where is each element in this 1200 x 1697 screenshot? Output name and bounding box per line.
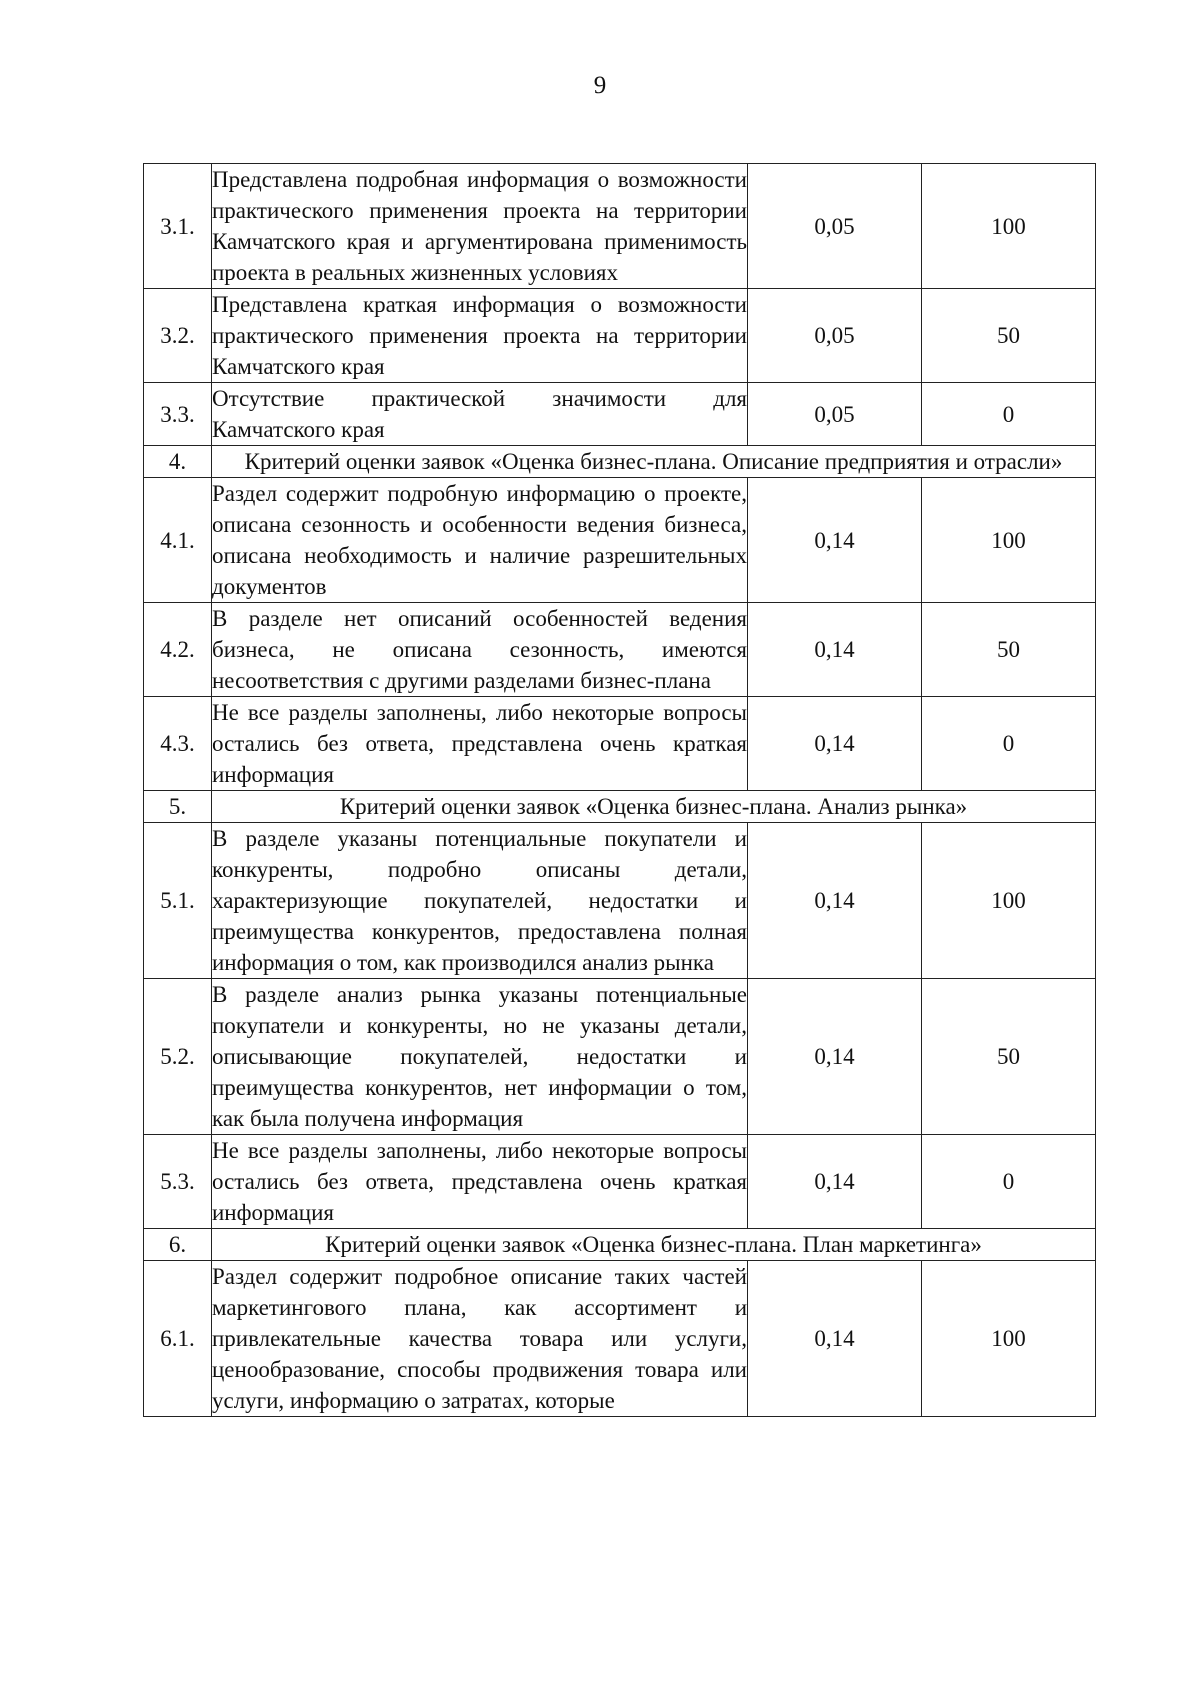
criterion-number: 3.2. [144, 289, 212, 383]
criterion-description: Представлена подробная информация о возможности практического применения проекта на территории Камчатского края и аргументирована применимость проекта в реальных жизненных условиях [212, 164, 748, 289]
criterion-weight: 0,14 [748, 1261, 922, 1417]
section-title: Критерий оценки заявок «Оценка бизнес-плана. Описание предприятия и отрасли» [212, 446, 1096, 478]
criterion-weight: 0,05 [748, 383, 922, 446]
section-number: 6. [144, 1229, 212, 1261]
criterion-weight: 0,05 [748, 164, 922, 289]
criterion-description: Не все разделы заполнены, либо некоторые вопросы остались без ответа, представлена очень краткая информация [212, 697, 748, 791]
criterion-number: 4.2. [144, 603, 212, 697]
criterion-description: Раздел содержит подробное описание таких частей маркетингового плана, как ассортимент и привлекательные качества товара или услуги, ценообразование, способы продвижения товара или услуги, информацию о затратах, которые [212, 1261, 748, 1417]
criterion-weight: 0,14 [748, 603, 922, 697]
section-number: 4. [144, 446, 212, 478]
criterion-description: В разделе нет описаний особенностей ведения бизнеса, не описана сезонность, имеются несоответствия с другими разделами бизнес-плана [212, 603, 748, 697]
criterion-description: В разделе указаны потенциальные покупатели и конкуренты, подробно описаны детали, характеризующие покупателей, недостатки и преимущества конкурентов, предоставлена полная информация о том, как производился анализ рынка [212, 823, 748, 979]
section-title: Критерий оценки заявок «Оценка бизнес-плана. Анализ рынка» [212, 791, 1096, 823]
criterion-weight: 0,14 [748, 478, 922, 603]
criterion-score: 50 [922, 979, 1096, 1135]
criterion-score: 50 [922, 603, 1096, 697]
criterion-number: 5.2. [144, 979, 212, 1135]
criteria-table-body [144, 164, 1096, 1417]
criterion-score: 100 [922, 1261, 1096, 1417]
criterion-score: 50 [922, 289, 1096, 383]
section-header-row [144, 1229, 1096, 1261]
criterion-row [144, 603, 1096, 697]
criterion-row [144, 1135, 1096, 1229]
criterion-weight: 0,14 [748, 697, 922, 791]
criterion-weight: 0,05 [748, 289, 922, 383]
criterion-row [144, 979, 1096, 1135]
criterion-score: 0 [922, 697, 1096, 791]
criterion-description: Представлена краткая информация о возможности практического применения проекта на территории Камчатского края [212, 289, 748, 383]
section-header-row [144, 791, 1096, 823]
criterion-number: 4.1. [144, 478, 212, 603]
criterion-row [144, 478, 1096, 603]
criterion-description: Не все разделы заполнены, либо некоторые вопросы остались без ответа, представлена очень краткая информация [212, 1135, 748, 1229]
criterion-number: 5.3. [144, 1135, 212, 1229]
criterion-description: Отсутствие практической значимости для Камчатского края [212, 383, 748, 446]
criterion-weight: 0,14 [748, 1135, 922, 1229]
criterion-score: 100 [922, 823, 1096, 979]
criterion-row [144, 697, 1096, 791]
criterion-description: Раздел содержит подробную информацию о проекте, описана сезонность и особенности ведения бизнеса, описана необходимость и наличие разрешительных документов [212, 478, 748, 603]
section-header-row [144, 446, 1096, 478]
criterion-score: 0 [922, 1135, 1096, 1229]
criterion-score: 100 [922, 478, 1096, 603]
criterion-number: 4.3. [144, 697, 212, 791]
criterion-row [144, 823, 1096, 979]
criterion-row [144, 1261, 1096, 1417]
criterion-weight: 0,14 [748, 979, 922, 1135]
criterion-number: 6.1. [144, 1261, 212, 1417]
criterion-weight: 0,14 [748, 823, 922, 979]
criteria-table [143, 163, 1096, 1417]
section-number: 5. [144, 791, 212, 823]
criterion-row [144, 289, 1096, 383]
criterion-number: 3.1. [144, 164, 212, 289]
criterion-score: 0 [922, 383, 1096, 446]
criterion-number: 3.3. [144, 383, 212, 446]
criterion-description: В разделе анализ рынка указаны потенциальные покупатели и конкуренты, но не указаны детали, описывающие покупателей, недостатки и преимущества конкурентов, нет информации о том, как была получена информация [212, 979, 748, 1135]
criterion-score: 100 [922, 164, 1096, 289]
criterion-row [144, 383, 1096, 446]
criterion-row [144, 164, 1096, 289]
page-number: 9 [593, 72, 607, 99]
section-title: Критерий оценки заявок «Оценка бизнес-плана. План маркетинга» [212, 1229, 1096, 1261]
criterion-number: 5.1. [144, 823, 212, 979]
